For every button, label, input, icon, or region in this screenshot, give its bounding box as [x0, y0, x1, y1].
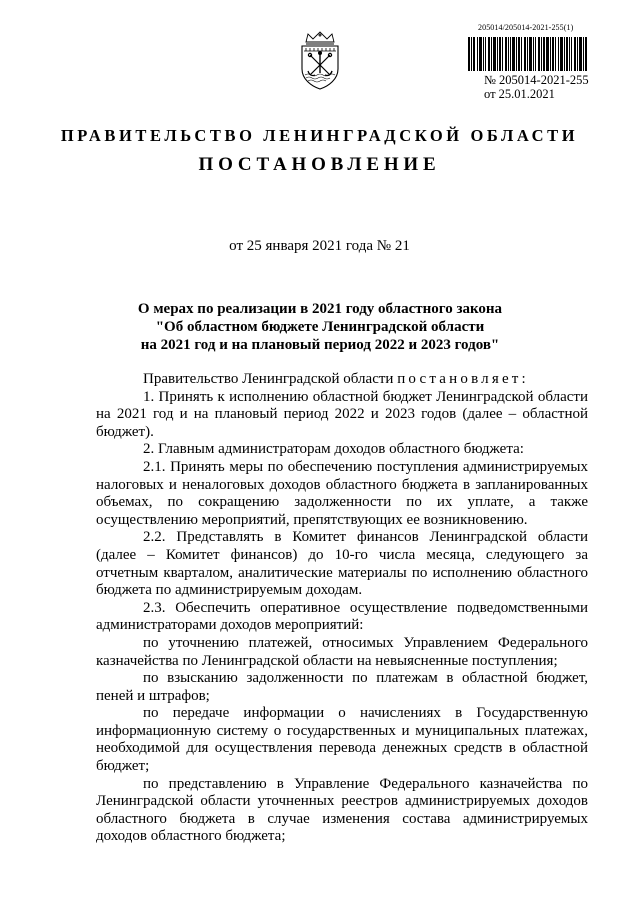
subject-line: на 2021 год и на плановый период 2022 и 2023 годов" — [140, 337, 500, 353]
body-paragraph: по взысканию задолженности по платежам в областной бюджет, пеней и штрафов; — [96, 670, 588, 704]
body-paragraph: по уточнению платежей, относимых Управлением Федерального казначейства по Ленинградской области на невыясненные поступления; — [96, 634, 588, 669]
document-subject — [80, 300, 560, 354]
body-paragraph: 2. Главным администраторам доходов областного бюджета: — [143, 441, 524, 458]
body-paragraph: 2.1. Принять меры по обеспечению поступления администрируемых налоговых и неналоговых доходов областного бюджета в запланированных объемах, по сокращению задолженности по их уплате, а также осуществлению мероприятий, препятствующих ее возникновению. — [96, 458, 588, 528]
intro-paragraph — [96, 371, 588, 389]
intro-verb: постановляет: — [397, 371, 529, 387]
body-paragraph: 2.3. Обеспечить оперативное осуществление подведомственными администраторами доходов мероприятий: — [96, 599, 588, 634]
registration-block — [484, 74, 589, 101]
body-paragraph: 2.2. Представлять в Комитет финансов Ленинградской области (далее – Комитет финансов) до 10-го числа месяца, следующего за отчетным кварталом, аналитические материалы по исполнению областного бюджета по администрируемым доходам. — [96, 529, 588, 599]
body-paragraph: по представлению в Управление Федерального казначейства по Ленинградской области уточненных реестров администрируемых доходов областного бюджета в случае изменения состава администрируемых доходов областного бюджета; — [96, 775, 588, 845]
document-date-number: от 25 января 2021 года № 21 — [229, 238, 410, 254]
document-type: ПОСТАНОВЛЕНИЕ — [198, 154, 441, 175]
body-paragraph: 1. Принять к исполнению областной бюджет Ленинградской области на 2021 год и на плановый период 2022 и 2023 годов (далее – областной бюджет). — [96, 388, 588, 440]
government-title: ПРАВИТЕЛЬСТВО ЛЕНИНГРАДСКОЙ ОБЛАСТИ — [60, 126, 579, 145]
coat-of-arms-icon — [296, 31, 344, 90]
intro-prefix: Правительство Ленинградской области — [143, 371, 394, 387]
subject-line: "Об областном бюджете Ленинградской области — [155, 319, 485, 335]
body-paragraph: по передаче информации о начислениях в Государственную информационную систему о государственных и муниципальных платежах, необходимой для осуществления перевода денежных средств в областной бюджет; — [96, 705, 588, 775]
registration-number: № 205014-2021-255 — [484, 73, 589, 87]
document-body — [96, 371, 588, 846]
registration-date: от 25.01.2021 — [484, 86, 555, 101]
barcode-icon — [468, 37, 588, 71]
subject-line: О мерах по реализации в 2021 году областного закона — [137, 301, 503, 317]
document-code: 205014/205014-2021-255(1) — [478, 23, 574, 32]
